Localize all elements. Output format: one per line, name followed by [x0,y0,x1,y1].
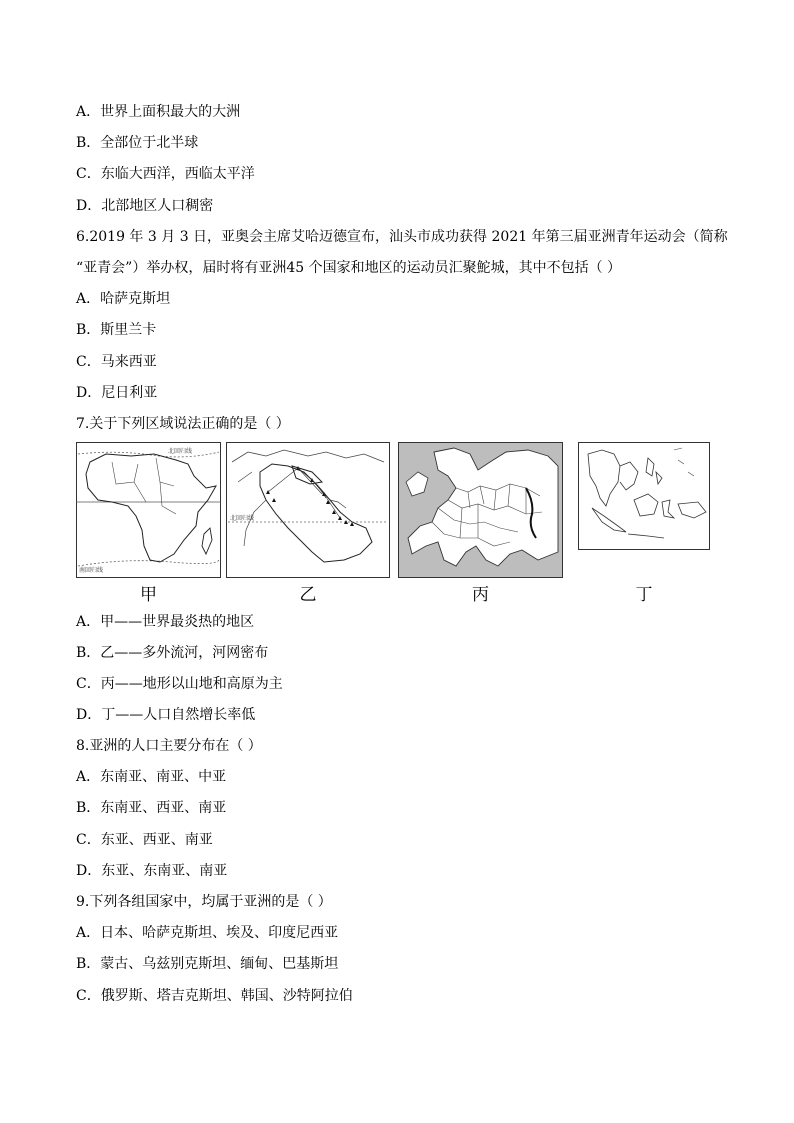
q6-option-b: B．斯里兰卡 [76,322,157,338]
map-jia [76,442,221,605]
q8-option-c: C．东亚、西亚、南亚 [76,832,213,848]
southeast-asia-map [578,442,710,550]
q8-option-b: B．东南亚、西亚、南亚 [76,800,227,816]
q6-stem-line1: 6.2019 年 3 月 3 日，亚奥会主席艾哈迈德宣布，汕头市成功获得 2021 年第三届亚洲青年运动会（简称 [76,229,728,245]
map-yi-caption: 乙 [299,585,317,605]
q9-stem: 9.下列各组国家中，均属于亚洲的是（ ） [76,894,332,910]
q6-stem-line2: “亚青会”）举办权，届时将有亚洲45 个国家和地区的运动员汇聚鮀城，其中不包括（ ） [76,260,622,276]
tropic-capricorn-label: 南回归线 [79,567,104,574]
q6-option-d: D．尼日利亚 [76,385,158,401]
q8-option-a: A．东南亚、南亚、中亚 [76,769,227,785]
q5-option-d: D．北部地区人口稠密 [76,198,214,214]
q7-map-figures [76,442,716,605]
tropic-cancer-label: 北回归线 [168,448,193,455]
q5-option-c: C．东临大西洋，西临太平洋 [76,166,255,182]
q9-option-a: A．日本、哈萨克斯坦、埃及、印度尼西亚 [76,925,339,941]
q8-option-d: D．东亚、东南亚、南亚 [76,863,228,879]
map-yi [226,442,390,605]
q7-option-c: C．丙——地形以山地和高原为主 [76,676,283,692]
europe-map [398,442,563,578]
q7-option-b: B．乙——多外流河，河网密布 [76,645,269,661]
q5-option-a: A．世界上面积最大的大洲 [76,104,241,120]
map-jia-caption: 甲 [140,585,157,605]
q7-option-a: A．甲——世界最炎热的地区 [76,614,255,630]
west-asia-map [226,442,390,578]
map-bing-caption: 丙 [472,585,489,605]
q7-option-d: D．丁——人口自然增长率低 [76,707,256,723]
q6-option-c: C．马来西亚 [76,354,157,370]
map-ding-caption: 丁 [635,585,653,605]
q8-stem: 8.亚洲的人口主要分布在（ ） [76,738,262,754]
q5-option-b: B．全部位于北半球 [76,135,199,151]
africa-map [76,442,221,578]
q9-option-b: B．蒙古、乌兹别克斯坦、缅甸、巴基斯坦 [76,956,339,972]
q9-option-c: C．俄罗斯、塔吉克斯坦、韩国、沙特阿拉伯 [76,988,353,1004]
map-bing [398,442,563,605]
q6-option-a: A．哈萨克斯坦 [76,291,171,307]
tropic-label: 北回归线 [230,515,255,522]
map-ding [578,442,710,605]
q7-stem: 7.关于下列区域说法正确的是（ ） [76,416,290,432]
